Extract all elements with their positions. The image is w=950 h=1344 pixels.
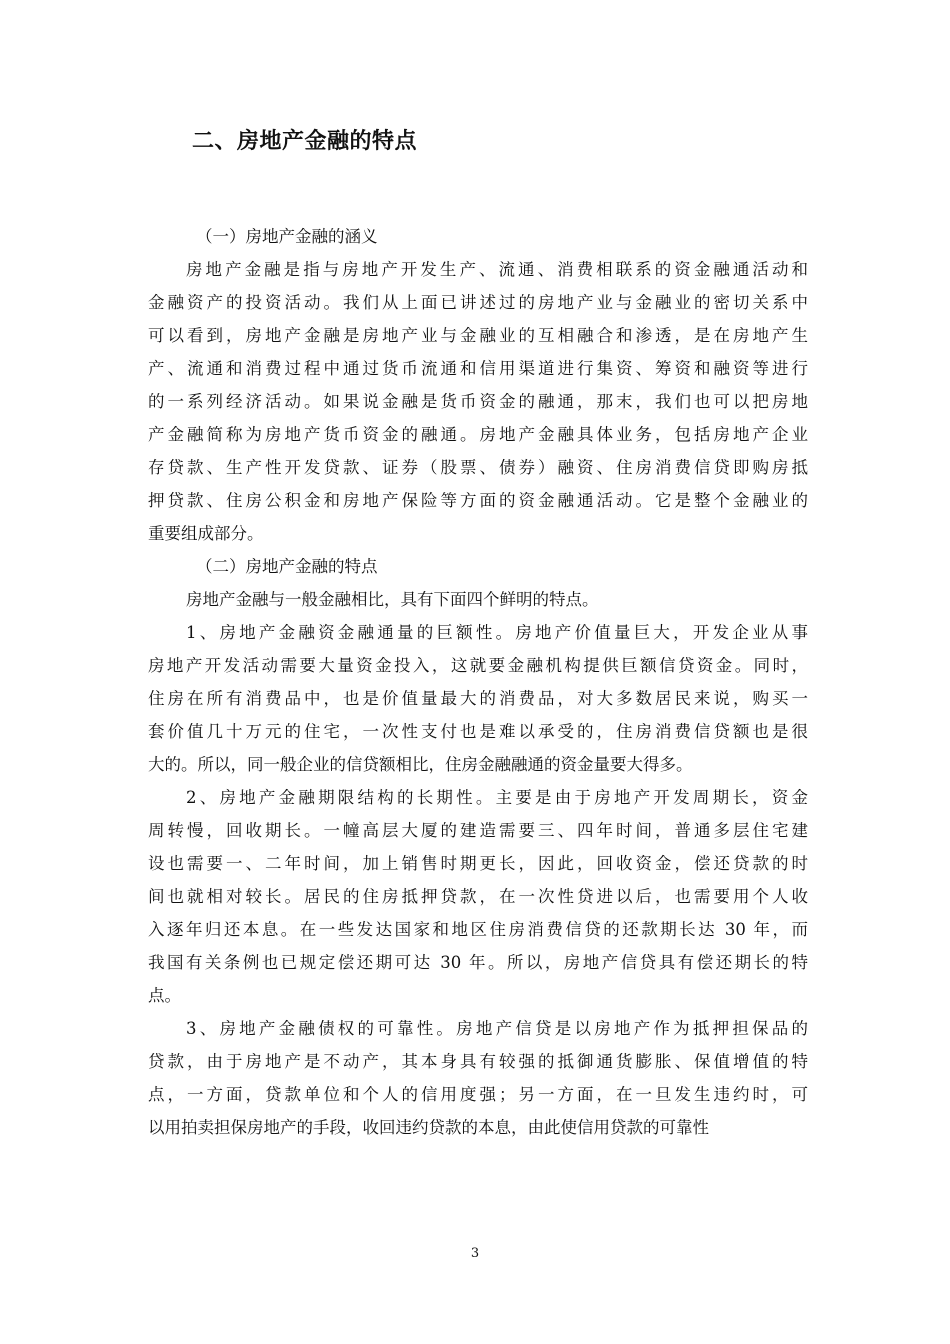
text-line: 我国有关条例也已规定偿还期可达 30 年。所以，房地产信贷具有偿还期长的特 [148,953,808,972]
text-line: 房地产开发活动需要大量资金投入，这就要金融机构提供巨额信贷资金。同时， [148,656,808,675]
text-line: 的一系列经济活动。如果说金融是货币资金的融通，那末，我们也可以把房地 [148,392,808,411]
text-line: 房地产金融是指与房地产开发生产、流通、消费相联系的资金融通活动和 [186,260,808,279]
subheading: （二）房地产金融的特点 [196,557,378,576]
paragraph [148,616,808,781]
text-line: 点。 [148,986,181,1005]
text-line: 大的。所以，同一般企业的信贷额相比，住房金融融通的资金量要大得多。 [148,755,693,774]
text-line: 间也就相对较长。居民的住房抵押贷款，在一次性贷进以后，也需要用个人收 [148,887,808,906]
text-line: 产、流通和消费过程中通过货币流通和信用渠道进行集资、筹资和融资等进行 [148,359,808,378]
paragraph [148,253,808,550]
subheading: （一）房地产金融的涵义 [196,227,378,246]
text-line: 重要组成部分。 [148,524,264,543]
paragraph [148,583,808,616]
text-line: 以用拍卖担保房地产的手段，收回违约贷款的本息，由此使信用贷款的可靠性 [148,1118,709,1137]
text-line: 设也需要一、二年时间，加上销售时期更长，因此，回收资金，偿还贷款的时 [148,854,808,873]
text-line: 点，一方面，贷款单位和个人的信用度强；另一方面，在一旦发生违约时，可 [148,1085,808,1104]
text-line: 存贷款、生产性开发贷款、证券（股票、债券）融资、住房消费信贷即购房抵 [148,458,808,477]
text-line: 金融资产的投资活动。我们从上面已讲述过的房地产业与金融业的密切关系中 [148,293,808,312]
body-text [148,220,808,1144]
section-heading: 二、房地产金融的特点 [192,129,418,154]
text-line: 周转慢，回收期长。一幢高层大厦的建造需要三、四年时间，普通多层住宅建 [148,821,808,840]
text-line: 房地产金融与一般金融相比，具有下面四个鲜明的特点。 [186,590,599,609]
text-line: 2、房地产金融期限结构的长期性。主要是由于房地产开发周期长，资金 [186,788,808,807]
text-line: 住房在所有消费品中，也是价值量最大的消费品，对大多数居民来说，购买一 [148,689,808,708]
paragraph [148,781,808,1012]
text-line: 押贷款、住房公积金和房地产保险等方面的资金融通活动。它是整个金融业的 [148,491,808,510]
text-line: 贷款，由于房地产是不动产，其本身具有较强的抵御通货膨胀、保值增值的特 [148,1052,808,1071]
paragraph [148,1012,808,1144]
text-line: 入逐年归还本息。在一些发达国家和地区住房消费信贷的还款期长达 30 年，而 [148,920,808,939]
text-line: 1、房地产金融资金融通量的巨额性。房地产价值量巨大，开发企业从事 [186,623,808,642]
text-line: 3、房地产金融债权的可靠性。房地产信贷是以房地产作为抵押担保品的 [186,1019,808,1038]
page-number: 3 [470,1246,480,1261]
text-line: 可以看到，房地产金融是房地产业与金融业的互相融合和渗透，是在房地产生 [148,326,808,345]
text-line: 套价值几十万元的住宅，一次性支付也是难以承受的，住房消费信贷额也是很 [148,722,808,741]
text-line: 产金融简称为房地产货币资金的融通。房地产金融具体业务，包括房地产企业 [148,425,808,444]
